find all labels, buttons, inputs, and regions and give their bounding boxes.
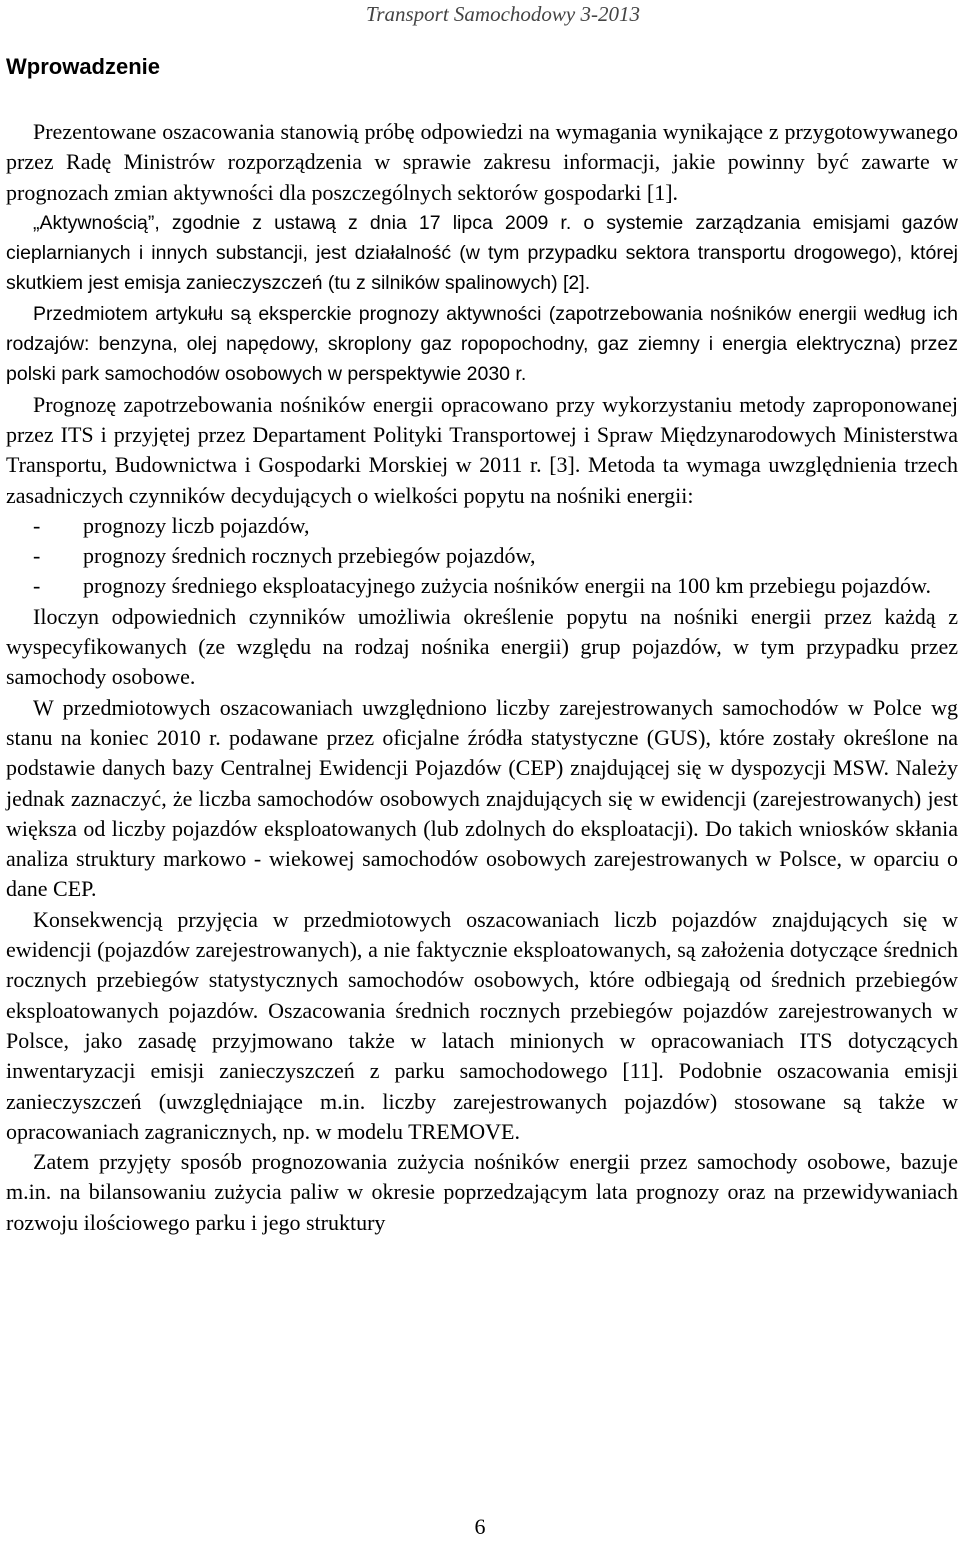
page-number: 6 xyxy=(474,1514,486,1539)
paragraph-article-subject: Przedmiotem artykułu są eksperckie prognozy aktywności (zapotrzebowania nośników energii według ich rodzajów: benzyna, olej napędowy, skroplony gaz ropopochodny, gaz ziemny i energia elektryczna) przez polski park samochodów osobowych w perspektywie 2030 r. xyxy=(6,302,958,386)
paragraph-product-of-factors: Iloczyn odpowiednich czynników umożliwia określenie popytu na nośniki energii przez każdą z wyspecyfikowanych (ze względu na rodzaj nośnika energii) grup pojazdów, w tym przypadku przez samochody osobowe. xyxy=(6,603,958,690)
list-dash: - xyxy=(33,512,41,538)
list-item xyxy=(6,571,958,601)
list-item-text: prognozy średnich rocznych przebiegów pojazdów, xyxy=(83,543,536,569)
paragraph-registered-cars: W przedmiotowych oszacowaniach uwzględniono liczby zarejestrowanych samochodów w Polce wg stanu na koniec 2010 r. podawane przez oficjalne źródła statystyczne (GUS), które zostały określone na podstawie danych bazy Centralnej Ewidencji Pojazdów (CEP) znajdującej się w dyspozycji MSW. Należy jednak zaznaczyć, że liczba samochodów osobowych znajdujących się w ewidencji (zarejestrowanych) jest większa od liczby pojazdów eksploatowanych (lub zdolnych do eksploatacji). Do takich wniosków skłania analiza struktury markowo - wiekowej samochodów osobowych zarejestrowanych w Polsce, w oparciu o dane CEP. xyxy=(6,694,958,902)
body-text xyxy=(6,117,958,1238)
list-dash: - xyxy=(33,543,41,569)
paragraph-consequence: Konsekwencją przyjęcia w przedmiotowych oszacowaniach liczb pojazdów znajdujących się w ewidencji (pojazdów zarejestrowanych), a nie faktycznie eksploatowanych, są założenia dotyczące średnich rocznych przebiegów statystycznych samochodów osobowych, które odbiegają od średnich przebiegów eksploatowanych pojazdów. Oszacowania średnich rocznych przebiegów pojazdów zarejestrowanych w Polsce, jako zasadę przyjmowano także w latach minionych w opracowaniach ITS dotyczących inwentaryzacji emisji zanieczyszczeń z parku samochodowego [11]. Podobnie oszacowania emisji zanieczyszczeń (uwzględniające m.in. liczby zarejestrowanych pojazdów) stosowane są także w opracowaniach zagranicznych, np. w modelu TREMOVE. xyxy=(6,906,958,1144)
section-heading: Wprowadzenie xyxy=(6,54,161,79)
factor-list xyxy=(6,511,958,602)
list-item xyxy=(6,511,958,541)
list-item-text: prognozy liczb pojazdów, xyxy=(83,512,310,538)
paragraph-method: Prognozę zapotrzebowania nośników energii opracowano przy wykorzystaniu metody zaproponowanej przez ITS i przyjętej przez Departament Polityki Transportowej i Spraw Międzynarodowych Ministerstwa Transportu, Budownictwa i Gospodarki Morskiej w 2011 r. [3]. Metoda ta wymaga uwzględnienia trzech zasadniczych czynników decydujących o wielkości popytu na nośniki energii: xyxy=(6,391,958,508)
paragraph-activity-definition: „Aktywnością”, zgodnie z ustawą z dnia 17 lipca 2009 r. o systemie zarządzania emisjami gazów cieplarnianych i innych substancji, jest działalność (w tym przypadku sektora transportu drogowego), której skutkiem jest emisja zanieczyszczeń (tu z silników spalinowych) [2]. xyxy=(6,211,958,295)
list-item xyxy=(6,541,958,571)
list-item-text: prognozy średniego eksploatacyjnego zużycia nośników energii na 100 km przebiegu pojazdów. xyxy=(83,573,931,599)
paragraph-intro: Prezentowane oszacowania stanowią próbę odpowiedzi na wymagania wynikające z przygotowywanego przez Radę Ministrów rozporządzenia w sprawie zakresu informacji, jakie powinny być zawarte w prognozach zmian aktywności dla poszczególnych sektorów gospodarki [1]. xyxy=(6,119,958,205)
paragraph-conclusion: Zatem przyjęty sposób prognozowania zużycia nośników energii przez samochody osobowe, bazuje m.in. na bilansowaniu zużycia paliw w okresie poprzedzającym lata prognozy oraz na przewidywaniach rozwoju ilościowego parku i jego struktury xyxy=(6,1149,958,1235)
list-dash: - xyxy=(33,573,41,599)
running-header: Transport Samochodowy 3-2013 xyxy=(365,2,640,26)
